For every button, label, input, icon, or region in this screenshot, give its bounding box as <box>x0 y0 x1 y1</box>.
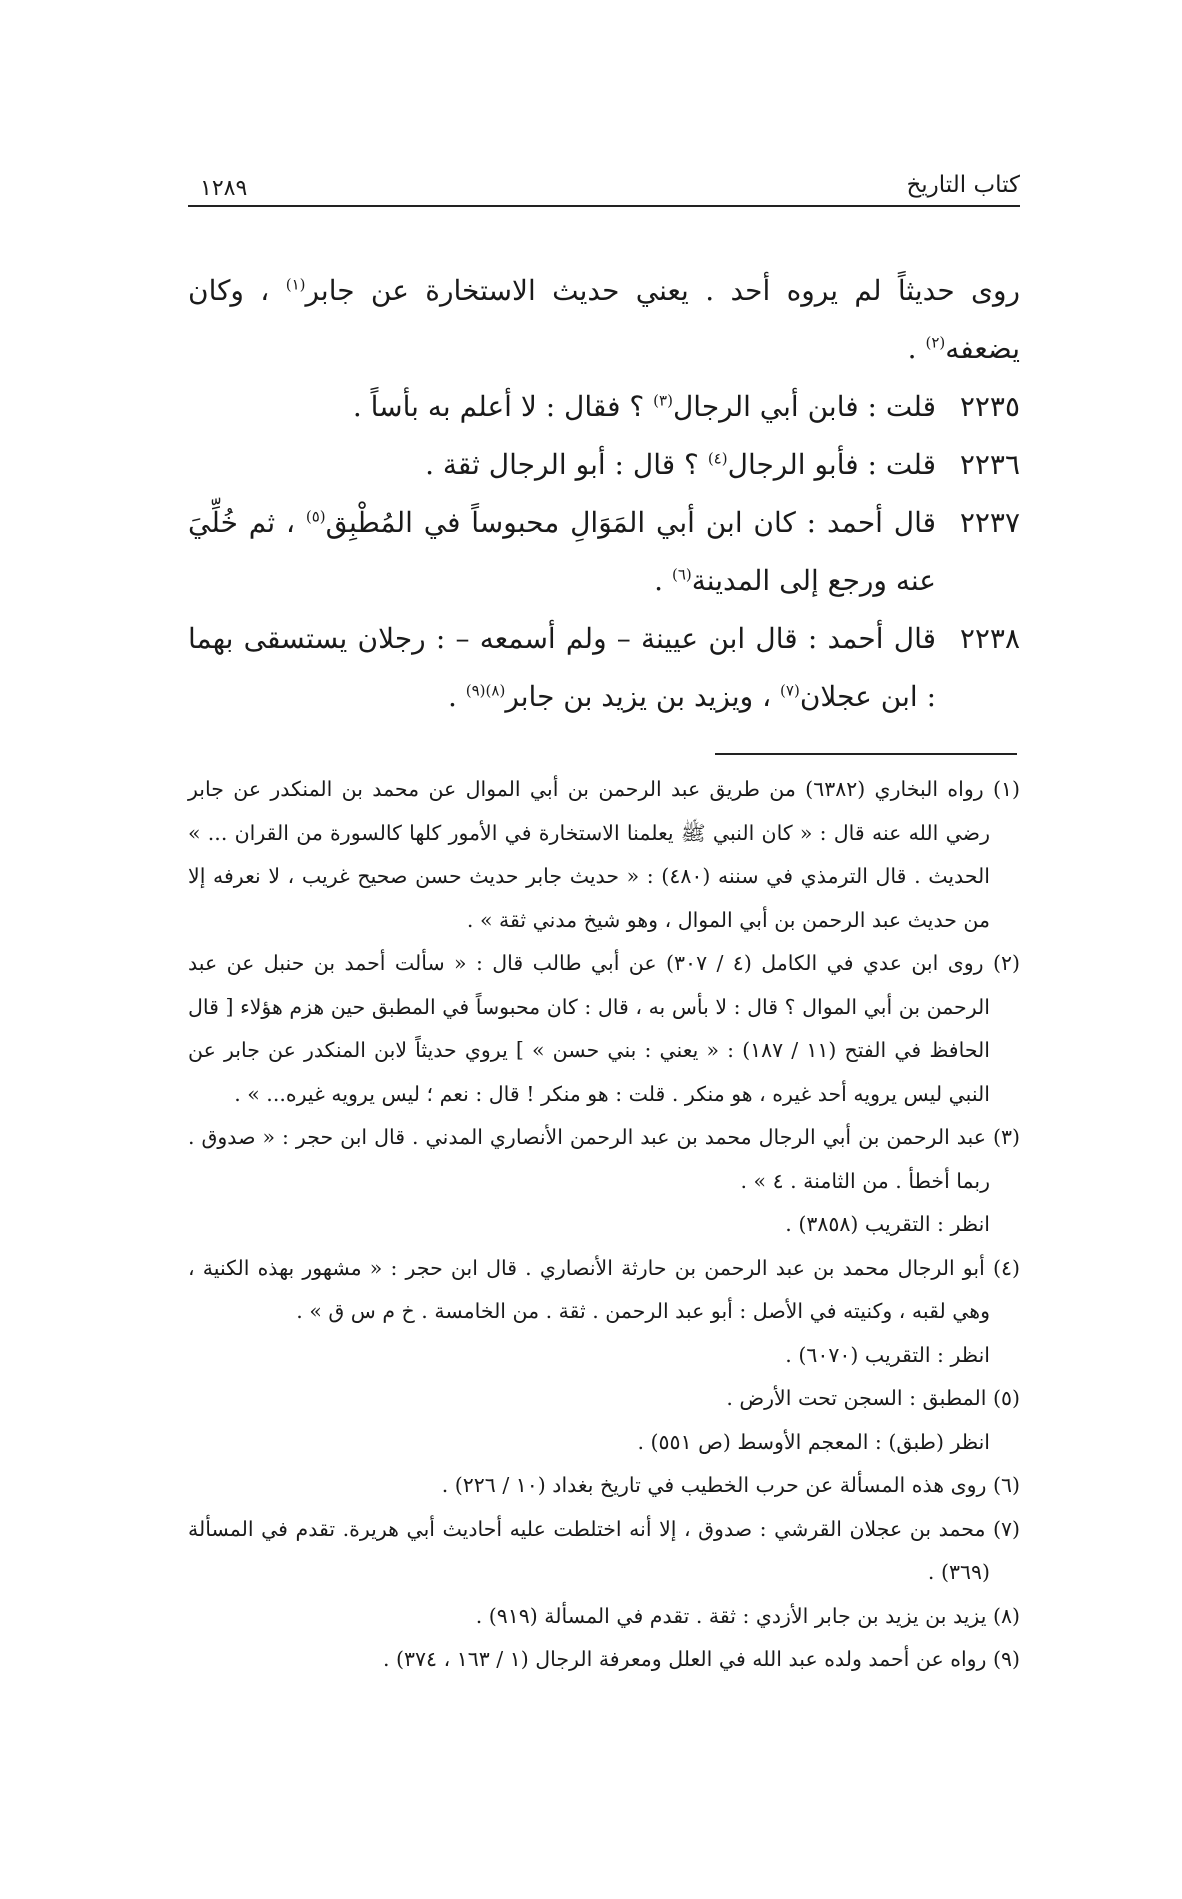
entry-text: قلت : فابن أبي الرجال$^{(٣)}$ ؟ فقال : لا أعلم به بأساً . <box>352 390 936 423</box>
footnotes <box>188 768 1020 1682</box>
page-number: ١٢٨٩ <box>200 176 248 201</box>
footnote-ref[interactable]: (٣) <box>653 391 673 410</box>
main-text <box>188 262 1020 726</box>
footnote-ref[interactable]: (٨)(٩) <box>465 681 506 700</box>
footnote-ref[interactable]: (٢) <box>925 333 946 352</box>
book-section-title: كتاب التاريخ <box>906 172 1020 198</box>
footnote-7: (٧) محمد بن عجلان القرشي : صدوق ، إلا أنه اختلطت عليه أحاديث أبي هريرة. تقدم في المسألة (٣٦٩) . <box>188 1516 1020 1584</box>
footnote-ref[interactable]: (٧) <box>780 681 800 700</box>
entry-2236 <box>188 436 1020 494</box>
entry-number: ٢٢٣٦ <box>959 448 1020 481</box>
footnote-3: (٣) عبد الرحمن بن أبي الرجال محمد بن عبد الرحمن الأنصاري المدني . قال ابن حجر : « صدوق . ربما أخطأ . من الثامنة . ٤ » . <box>188 1125 1020 1193</box>
footnote-ref[interactable]: (٤) <box>707 449 728 468</box>
footnote-ref[interactable]: (١) <box>285 275 306 294</box>
entry-2235 <box>188 378 1020 436</box>
footnote-8: (٨) يزيد بن يزيد بن جابر الأزدي : ثقة . تقدم في المسألة (٩١٩) . <box>475 1603 1020 1628</box>
footnote-1: (١) رواه البخاري (٦٣٨٢) من طريق عبد الرحمن بن أبي الموال عن محمد بن المنكدر عن جابر رضي الله عنه قال : « كان النبي ﷺ يعلمنا الاستخارة في الأمور كلها كالسورة من القران ... » الحديث . قال الترمذي في سننه (٤٨٠) : « حديث جابر حديث حسن صحيح غريب ، لا نعرفه إلا من حديث عبد الرحمن بن أبي الموال ، وهو شيخ مدني ثقة » . <box>188 777 1020 932</box>
intro-paragraph: روى حديثاً لم يروه أحد . يعني حديث الاستخارة عن جابر$^{(١)}$ ، وكان يضعفه$^{(٢)}$ . <box>188 274 1020 365</box>
entry-text: قال أحمد : كان ابن أبي المَوَالِ محبوساً في المُطْبِق$^{(٥)}$ ، ثم خُلِّيَ عنه ورجع إلى المدينة$^{(٦)}$ . <box>188 506 936 597</box>
footnote-4: (٤) أبو الرجال محمد بن عبد الرحمن بن حارثة الأنصاري . قال ابن حجر : « مشهور بهذه الكنية ، وهي لقبه ، وكنيته في الأصل : أبو عبد الرحمن . ثقة . من الخامسة . خ م س ق » . <box>188 1255 1020 1323</box>
entry-number: ٢٢٣٥ <box>959 390 1020 423</box>
footnote-separator <box>715 753 1017 755</box>
footnote-4-reference: انظر : التقريب (٦٠٧٠) . <box>785 1342 990 1367</box>
entry-2238 <box>188 610 1020 726</box>
footnote-9: (٩) رواه عن أحمد ولده عبد الله في العلل ومعرفة الرجال (١ / ١٦٣ ، ٣٧٤) . <box>382 1647 1020 1671</box>
footnote-3-reference: انظر : التقريب (٣٨٥٨) . <box>785 1212 990 1236</box>
entry-text: قلت : فأبو الرجال$^{(٤)}$ ؟ قال : أبو الرجال ثقة . <box>425 448 936 481</box>
footnote-5: (٥) المطبق : السجن تحت الأرض . <box>726 1386 1020 1410</box>
footnote-ref[interactable]: (٦) <box>671 565 692 584</box>
header-rule <box>188 205 1020 207</box>
footnote-6: (٦) روى هذه المسألة عن حرب الخطيب في تاريخ بغداد (١٠ / ٢٢٦) . <box>441 1473 1020 1497</box>
footnote-5-reference: انظر (طبق) : المعجم الأوسط (ص ٥٥١) . <box>637 1429 990 1454</box>
entry-text: قال أحمد : قال ابن عيينة – ولم أسمعه – : رجلان يستسقى بهما : ابن عجلان$^{(٧)}$ ، ويزيد بن يزيد بن جابر$^{(٨)(٩)}$ . <box>188 622 936 713</box>
entry-number: ٢٢٣٧ <box>959 506 1020 539</box>
entry-number: ٢٢٣٨ <box>959 622 1020 655</box>
footnote-2: (٢) روى ابن عدي في الكامل (٤ / ٣٠٧) عن أبي طالب قال : « سألت أحمد بن حنبل عن عبد الرحمن بن أبي الموال ؟ قال : لا بأس به ، قال : كان محبوساً في المطبق حين هزم هؤلاء [ قال الحافظ في الفتح (١١ / ١٨٧) : « يعني : بني حسن » ] يروي حديثاً لابن المنكدر عن جابر عن النبي ليس يرويه أحد غيره ، هو منكر . قلت : هو منكر ! قال : نعم ؛ ليس يرويه غيره... » . <box>188 951 1020 1106</box>
running-header <box>188 172 1020 208</box>
footnote-ref[interactable]: (٥) <box>305 507 326 526</box>
entry-2237 <box>188 494 1020 610</box>
